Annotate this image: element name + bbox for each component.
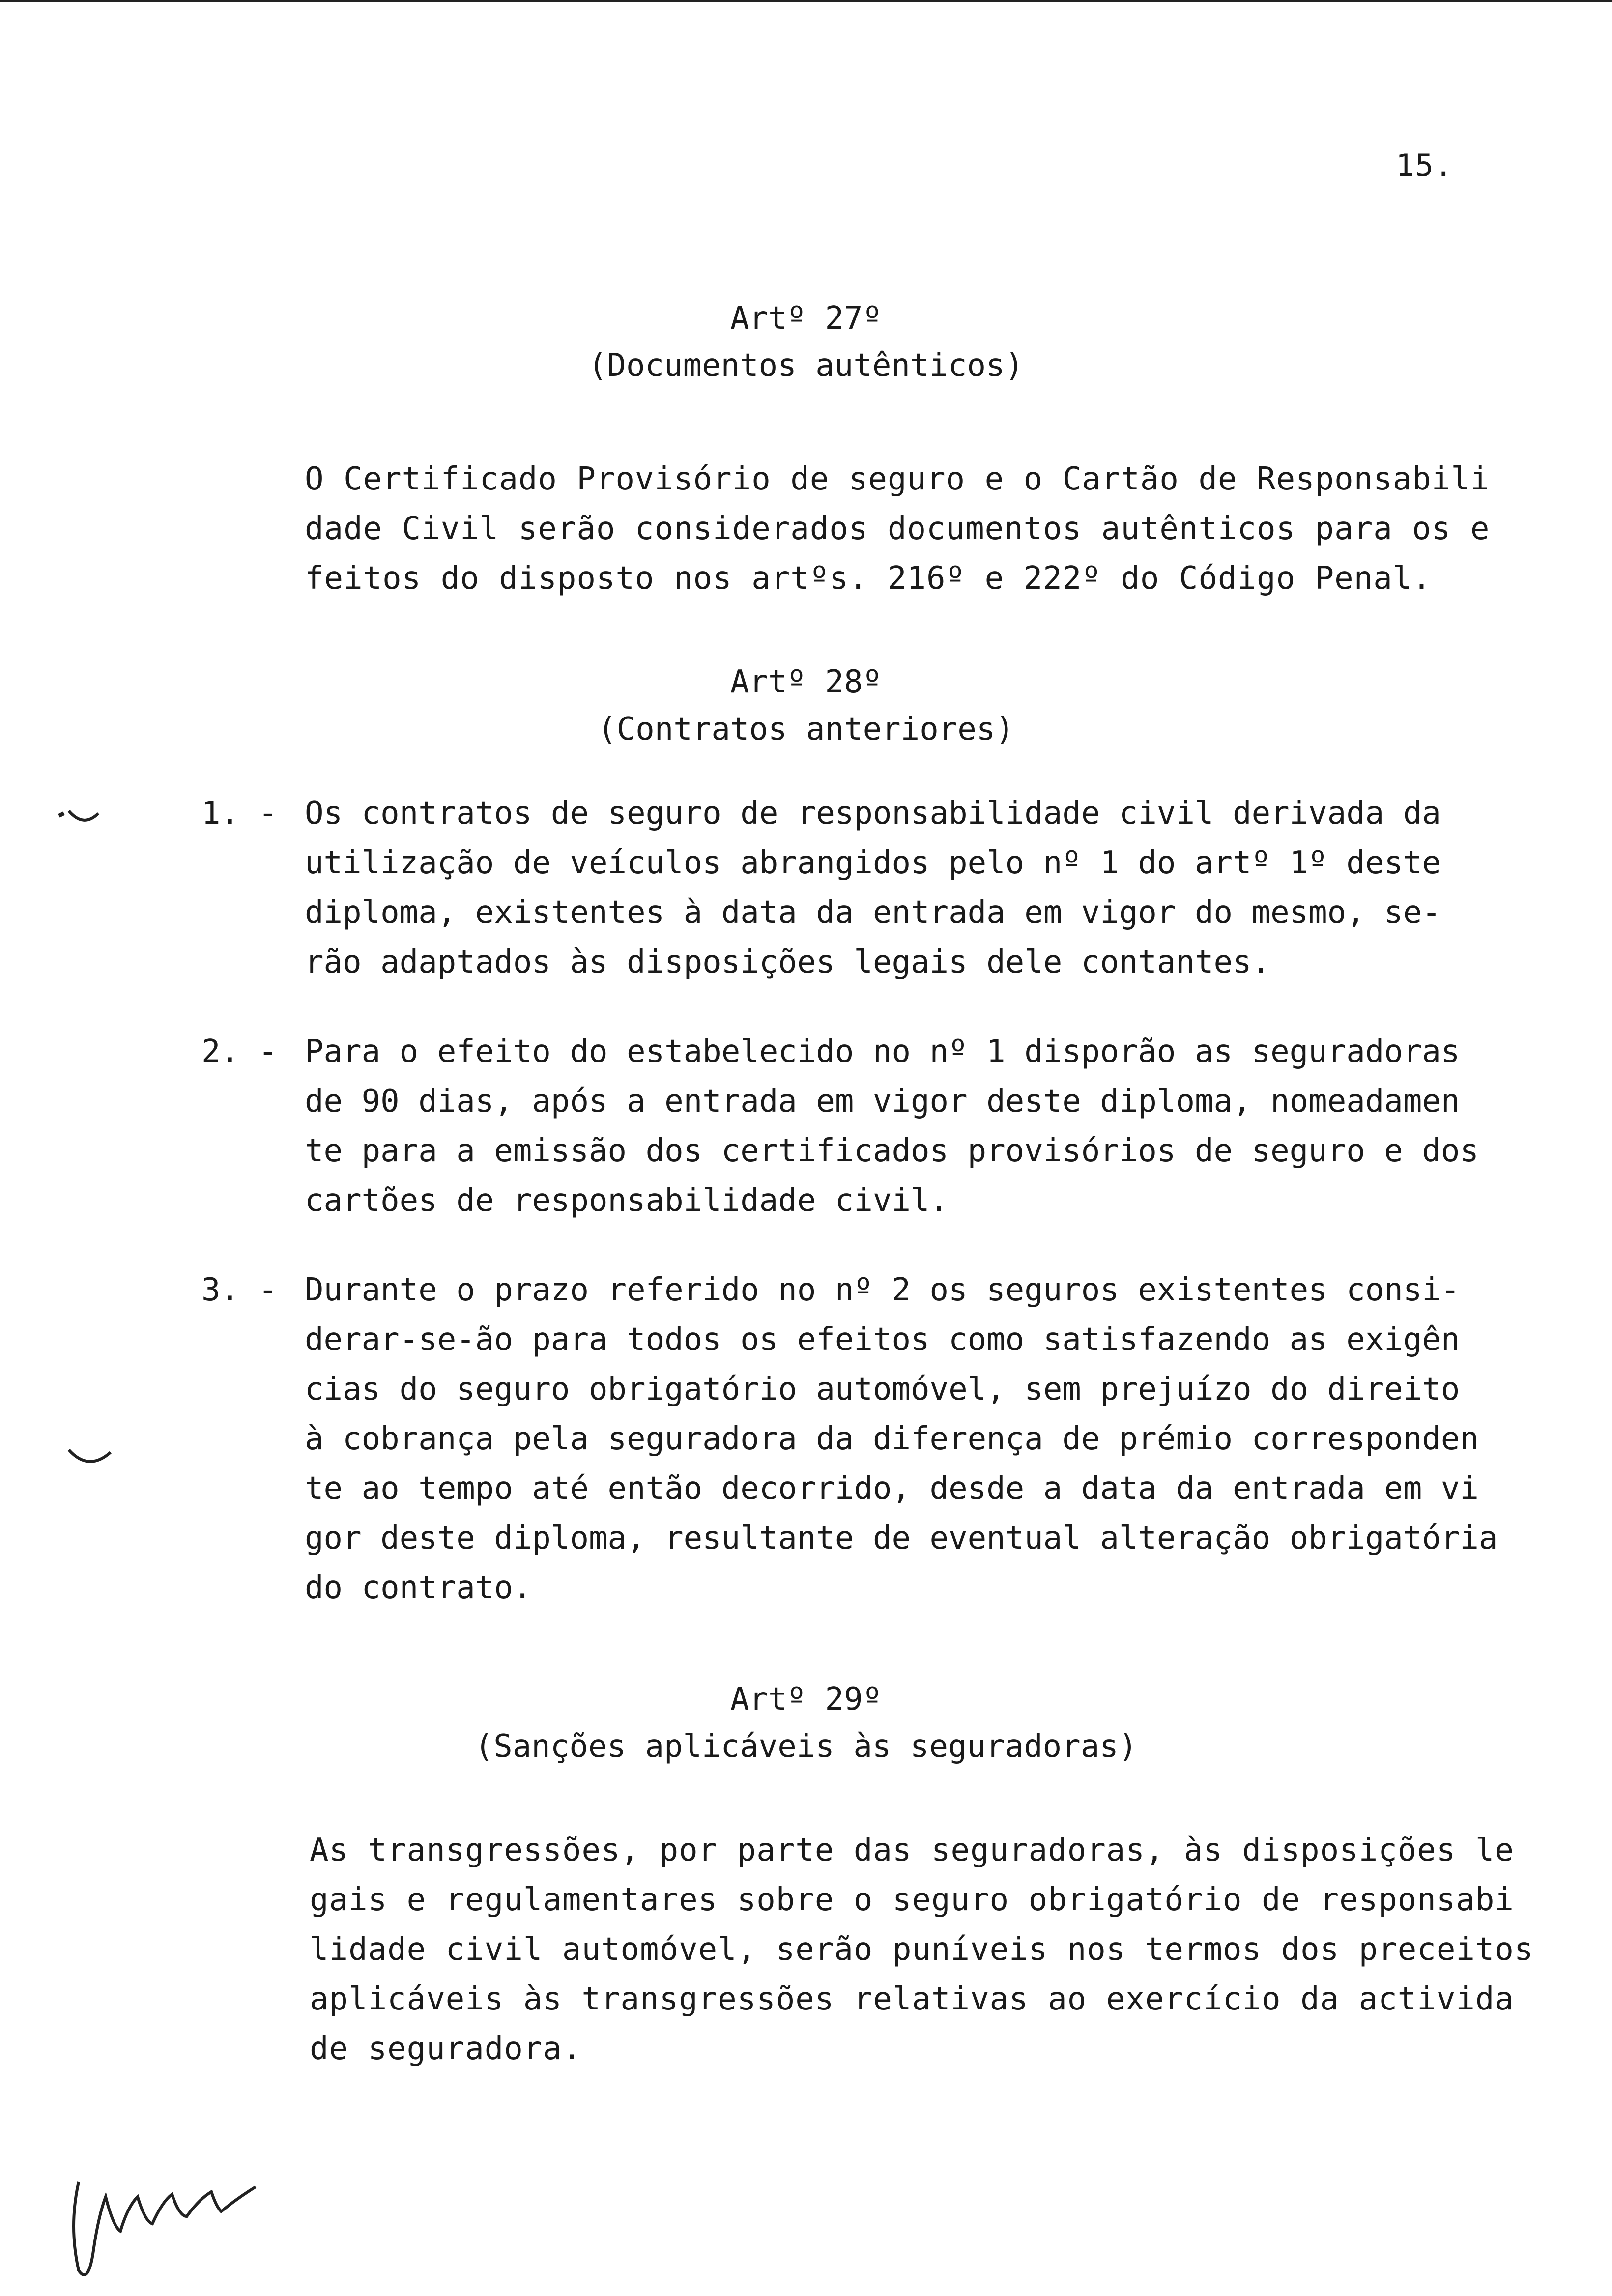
margin-check-mark xyxy=(49,786,108,845)
item-2-line: cartões de responsabilidade civil. xyxy=(305,1182,949,1219)
item-3-line: cias do seguro obrigatório automóvel, sem prejuízo do direito xyxy=(305,1371,1460,1407)
article-28-item-2 xyxy=(202,1027,1573,1226)
margin-curve-mark xyxy=(64,1435,118,1479)
article-27-heading xyxy=(0,295,1612,389)
item-3-line: Durante o prazo referido no nº 2 os seguros existentes consi- xyxy=(305,1272,1460,1308)
item-3-line: do contrato. xyxy=(305,1570,532,1606)
item-2-marker: 2. - xyxy=(202,1033,278,1070)
item-3-text xyxy=(305,1265,1573,1613)
article-29-line: de seguradora. xyxy=(310,2031,582,2067)
article-27-line: O Certificado Provisório de seguro e o Cartão de Responsabili xyxy=(305,461,1490,497)
article-29-line: As transgressões, por parte das seguradoras, às disposições le xyxy=(310,1832,1514,1868)
item-1-line: rão adaptados às disposições legais dele contantes. xyxy=(305,944,1271,980)
article-27-line: feitos do disposto nos artºs. 216º e 222º do Código Penal. xyxy=(305,560,1432,597)
article-29-line: lidade civil automóvel, serão puníveis nos termos dos preceitos xyxy=(310,1931,1534,1968)
article-29-heading xyxy=(0,1676,1612,1770)
item-1-marker: 1. - xyxy=(202,795,278,832)
article-29-line: aplicáveis às transgressões relativas ao exercício da activida xyxy=(310,1981,1514,2017)
item-3-line: derar-se-ão para todos os efeitos como satisfazendo as exigên xyxy=(305,1321,1460,1358)
article-29-body xyxy=(310,1826,1568,2074)
article-28-number: Artº 28º xyxy=(730,664,882,700)
article-29-number: Artº 29º xyxy=(730,1681,882,1718)
article-29-line: gais e regulamentares sobre o seguro obrigatório de responsabi xyxy=(310,1882,1514,1918)
article-28-item-1 xyxy=(202,789,1573,987)
item-3-line: te ao tempo até então decorrido, desde a data da entrada em vi xyxy=(305,1470,1479,1507)
article-28-item-3 xyxy=(202,1265,1573,1614)
article-29-title: (Sanções aplicáveis às seguradoras) xyxy=(474,1728,1138,1765)
article-27-number: Artº 27º xyxy=(730,300,882,337)
page-number: 15. xyxy=(1396,147,1454,183)
item-1-line: diploma, existentes à data da entrada em vigor do mesmo, se- xyxy=(305,894,1441,931)
item-3-marker: 3. - xyxy=(202,1272,278,1308)
top-border-line xyxy=(0,0,1612,2)
item-3-line: à cobrança pela seguradora da diferença de prémio corresponden xyxy=(305,1421,1479,1457)
handwritten-signature xyxy=(59,2152,334,2295)
article-27-line: dade Civil serão considerados documentos autênticos para os e xyxy=(305,511,1490,547)
article-28-title: (Contratos anteriores) xyxy=(598,711,1014,747)
item-1-line: utilização de veículos abrangidos pelo nº 1 do artº 1º deste xyxy=(305,845,1441,881)
item-2-line: Para o efeito do estabelecido no nº 1 disporão as seguradoras xyxy=(305,1033,1460,1070)
item-2-line: te para a emissão dos certificados provisórios de seguro e dos xyxy=(305,1133,1479,1169)
article-28-heading xyxy=(0,659,1612,753)
article-27-title: (Documentos autênticos) xyxy=(588,347,1024,384)
item-3-line: gor deste diploma, resultante de eventual alteração obrigatória xyxy=(305,1520,1498,1556)
article-27-body xyxy=(305,455,1553,603)
item-2-line: de 90 dias, após a entrada em vigor deste diploma, nomeadamen xyxy=(305,1083,1460,1119)
item-2-text xyxy=(305,1027,1573,1226)
item-1-line: Os contratos de seguro de responsabilidade civil derivada da xyxy=(305,795,1441,832)
item-1-text xyxy=(305,789,1573,987)
